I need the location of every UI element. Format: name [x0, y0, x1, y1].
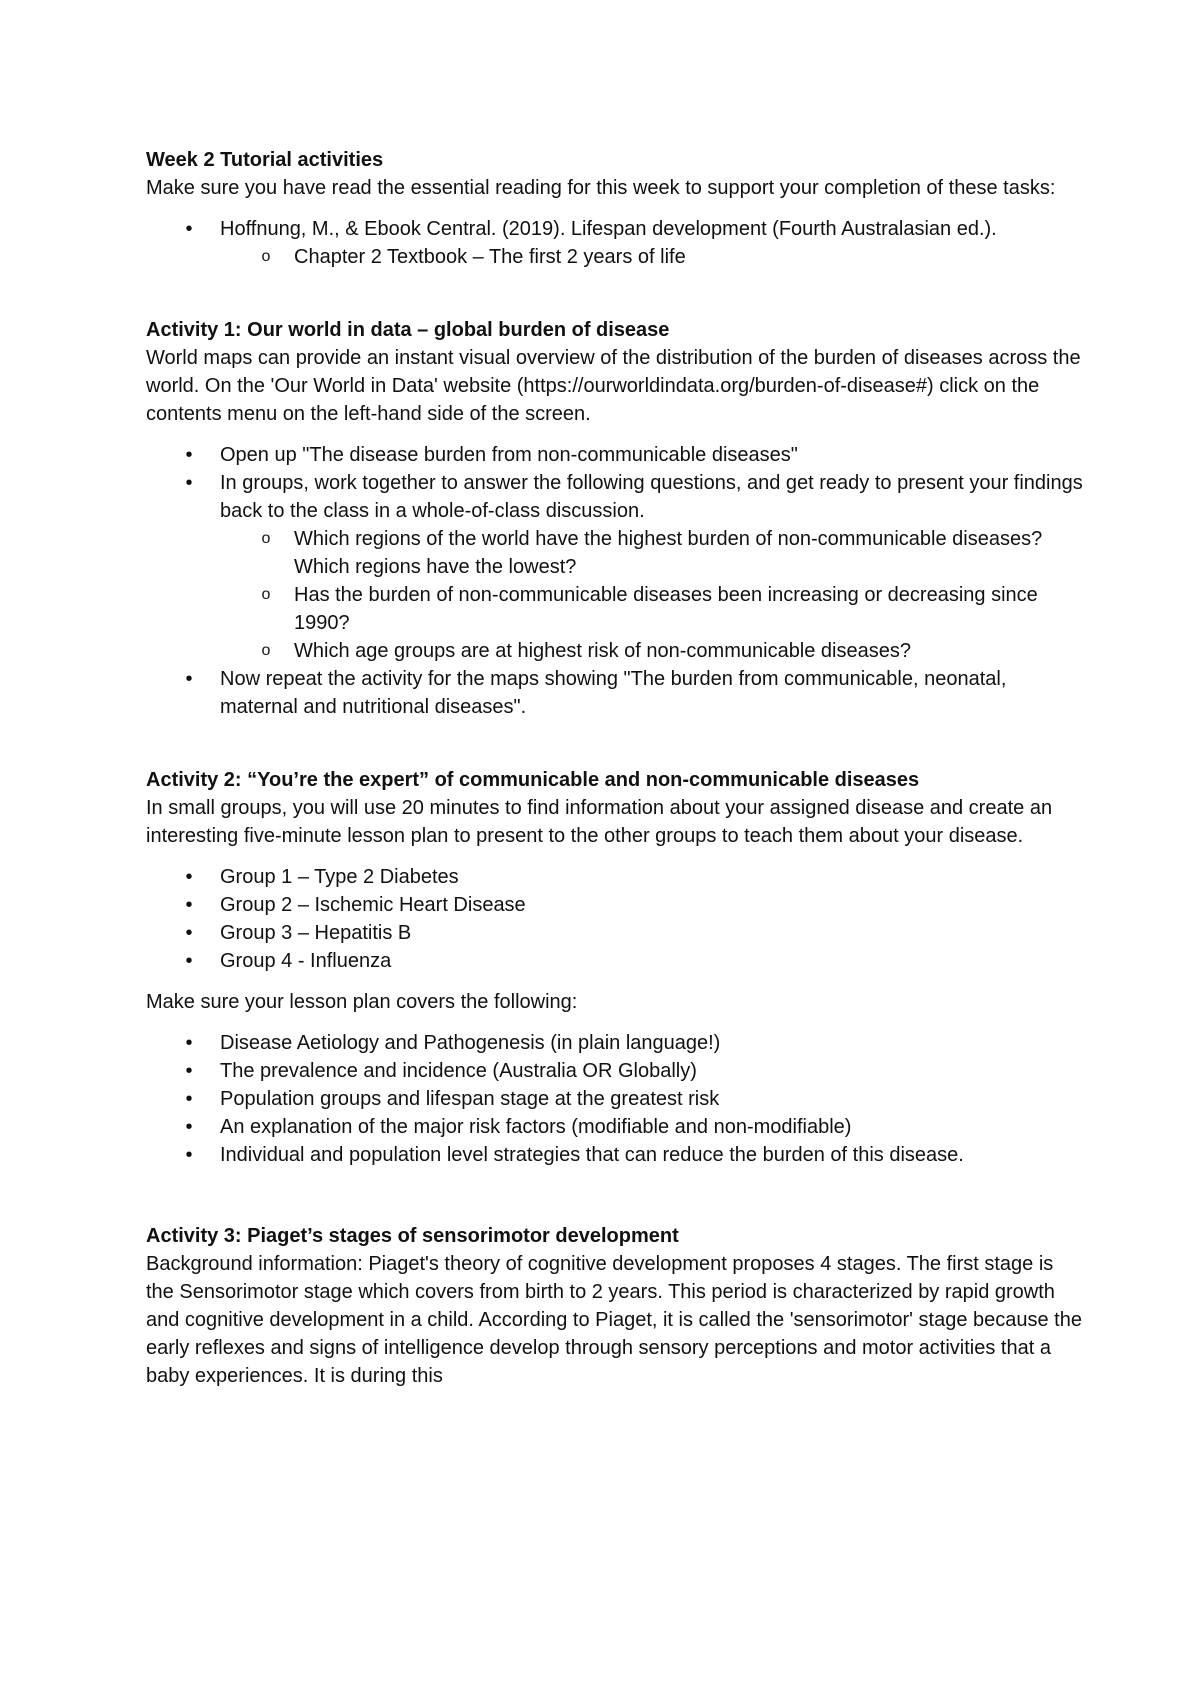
activity1-bullet-1: Open up "The disease burden from non-communicable diseases"	[220, 444, 798, 466]
sub-bullet-icon: o	[261, 586, 271, 603]
list-item	[185, 1085, 1086, 1113]
list-item	[261, 637, 1086, 665]
cover-item: The prevalence and incidence (Australia OR Globally)	[220, 1060, 697, 1082]
section-gap	[146, 284, 1086, 316]
reading-chapter: Chapter 2 Textbook – The first 2 years of life	[294, 246, 686, 268]
activity2-covers	[146, 1029, 1086, 1169]
bullet-icon: •	[185, 894, 193, 916]
bullet-icon: •	[185, 950, 193, 972]
cover-item: Individual and population level strategies that can reduce the burden of this disease.	[220, 1144, 964, 1166]
cover-item: Population groups and lifespan stage at the greatest risk	[220, 1088, 720, 1110]
bullet-icon: •	[185, 1144, 193, 1166]
activity1-bullet-3: Now repeat the activity for the maps showing "The burden from communicable, neonatal, maternal and nutritional diseases".	[220, 668, 1007, 718]
list-item	[261, 525, 1086, 581]
bullet-icon: •	[185, 1032, 193, 1054]
group-item: Group 1 – Type 2 Diabetes	[220, 866, 459, 888]
sub-bullet-icon: o	[261, 642, 271, 659]
section-gap	[146, 734, 1086, 766]
list-item	[261, 243, 1086, 271]
bullet-icon: •	[185, 1116, 193, 1138]
list-item	[261, 581, 1086, 637]
list-item	[185, 1141, 1086, 1169]
list-item	[185, 947, 1086, 975]
sub-bullet-icon: o	[261, 248, 271, 265]
list-item	[185, 919, 1086, 947]
page-title: Week 2 Tutorial activities	[146, 149, 384, 171]
activity1-question-1: Which regions of the world have the highest burden of non-communicable diseases? Which regions have the lowest?	[294, 528, 1043, 578]
reading-sublist	[220, 243, 1086, 271]
activity2-title: Activity 2: “You’re the expert” of communicable and non-communicable diseases	[146, 769, 920, 791]
group-item: Group 2 – Ischemic Heart Disease	[220, 894, 526, 916]
activity3-title: Activity 3: Piaget’s stages of sensorimotor development	[146, 1225, 679, 1247]
bullet-icon: •	[185, 1060, 193, 1082]
list-item	[185, 1057, 1086, 1085]
reading-citation: Hoffnung, M., & Ebook Central. (2019). Lifespan development (Fourth Australasian ed.).	[220, 218, 997, 240]
list-item	[185, 1113, 1086, 1141]
section-gap	[146, 1182, 1086, 1222]
activity2-covers-intro: Make sure your lesson plan covers the following:	[146, 991, 578, 1013]
group-item: Group 3 – Hepatitis B	[220, 922, 412, 944]
activity2-paragraph: In small groups, you will use 20 minutes to find information about your assigned disease and create an interesting five-minute lesson plan to present to the other groups to teach them about your disease.	[146, 797, 1053, 847]
activity1-list	[146, 441, 1086, 721]
activity1-bullet-2: In groups, work together to answer the following questions, and get ready to present your findings back to the class in a whole-of-class discussion.	[220, 472, 1083, 522]
list-item	[185, 891, 1086, 919]
activity1-title: Activity 1: Our world in data – global burden of disease	[146, 319, 670, 341]
cover-item: An explanation of the major risk factors (modifiable and non-modifiable)	[220, 1116, 852, 1138]
activity2-groups	[146, 863, 1086, 975]
bullet-icon: •	[185, 668, 193, 690]
list-item	[185, 863, 1086, 891]
sub-bullet-icon: o	[261, 530, 271, 547]
list-item	[185, 441, 1086, 469]
document-body	[146, 146, 1086, 1390]
bullet-icon: •	[185, 472, 193, 494]
activity3-paragraph: Background information: Piaget's theory of cognitive development proposes 4 stages. The first stage is the Sensorimotor stage which covers from birth to 2 years. This period is characterized by rapid growth and cognitive development in a child. According to Piaget, it is called the 'sensorimotor' stage because the early reflexes and signs of intelligence develop through sensory perceptions and motor activities that a baby experiences. It is during this	[146, 1253, 1082, 1387]
reading-list	[146, 215, 1086, 271]
activity1-questions	[220, 525, 1086, 665]
bullet-icon: •	[185, 218, 193, 240]
bullet-icon: •	[185, 1088, 193, 1110]
activity1-question-3: Which age groups are at highest risk of non-communicable diseases?	[294, 640, 911, 662]
list-item	[185, 469, 1086, 665]
list-item	[185, 665, 1086, 721]
cover-item: Disease Aetiology and Pathogenesis (in plain language!)	[220, 1032, 721, 1054]
list-item	[185, 1029, 1086, 1057]
activity1-question-2: Has the burden of non-communicable diseases been increasing or decreasing since 1990?	[294, 584, 1038, 634]
bullet-icon: •	[185, 444, 193, 466]
list-item	[185, 215, 1086, 271]
bullet-icon: •	[185, 866, 193, 888]
group-item: Group 4 - Influenza	[220, 950, 392, 972]
intro-paragraph: Make sure you have read the essential reading for this week to support your completion of these tasks:	[146, 177, 1056, 199]
activity1-paragraph: World maps can provide an instant visual overview of the distribution of the burden of diseases across the world. On the 'Our World in Data' website (https://ourworldindata.org/burden-of-disease#) click on the contents menu on the left-hand side of the screen.	[146, 347, 1081, 425]
bullet-icon: •	[185, 922, 193, 944]
